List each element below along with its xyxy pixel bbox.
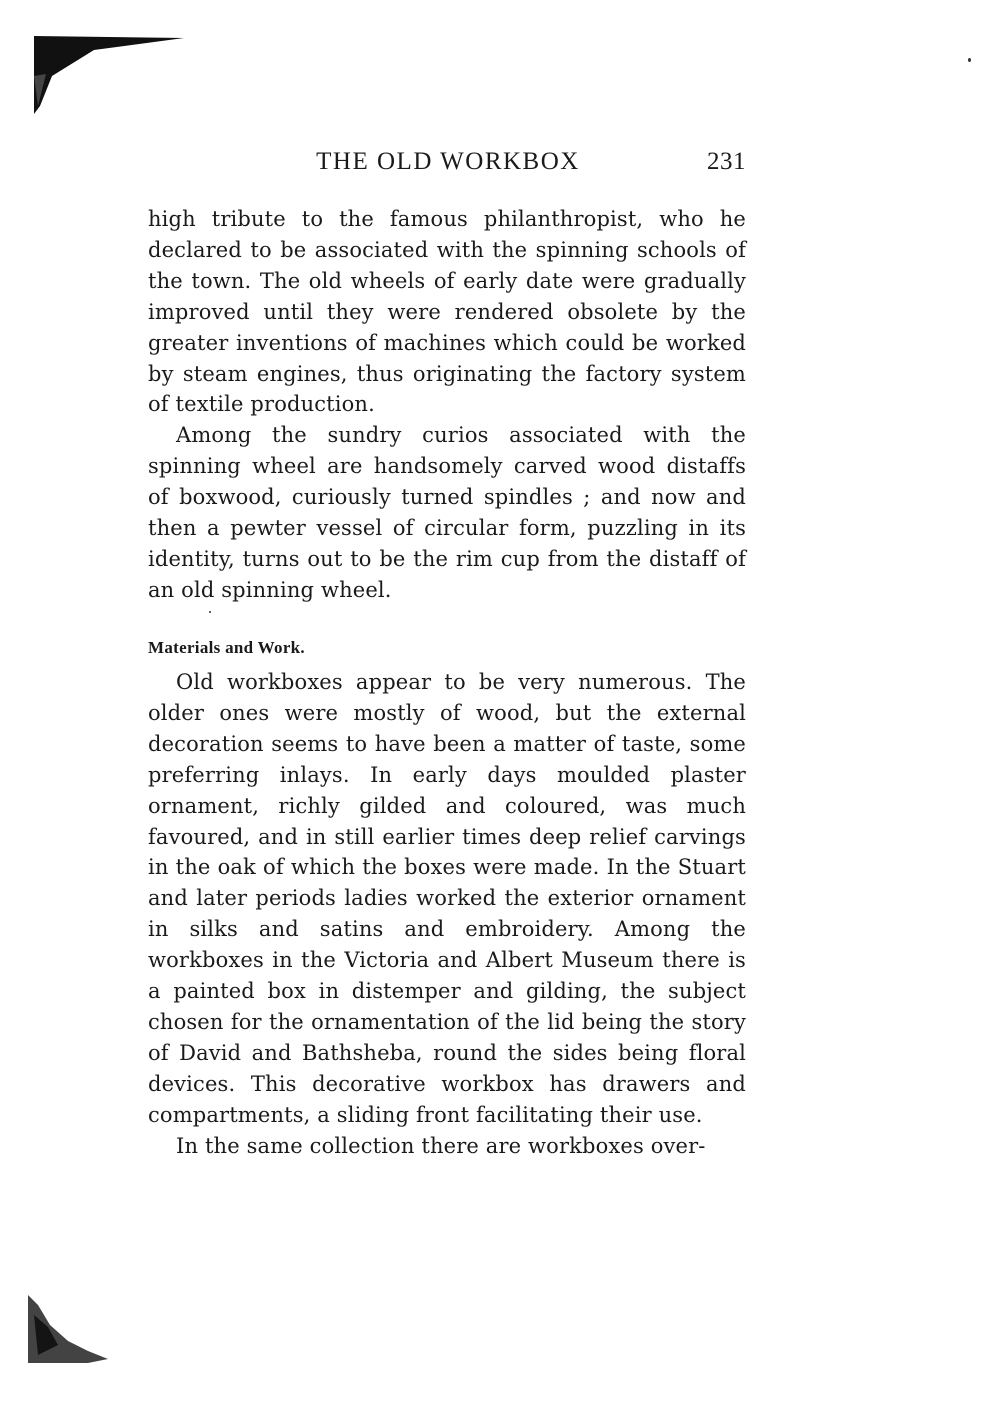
running-head [150, 148, 746, 184]
scan-speck [968, 58, 971, 62]
paragraph: Among the sundry curios associated with the spinning wheel are handsomely carved wood distaffs of boxwood, curiously turned spindles ; and now and then a pewter vessel of circular form, puzzling in its identity, turns out to be the rim cup from the distaff of an old spinning wheel. [148, 423, 746, 602]
scan-shadow-bottom [28, 1275, 118, 1365]
scan-speck [209, 611, 211, 613]
body-text-top [148, 204, 746, 606]
body-text-section [148, 667, 746, 1162]
section-heading: Materials and Work. [148, 638, 305, 657]
paragraph-continuation: high tribute to the famous philanthropist, who he declared to be associated with the spinning schools of the town. The old wheels of early date were gradually improved until they were rendered obsolete by the greater inventions of machines which could be worked by steam engines, thus originating the factory system of textile production. [148, 207, 746, 417]
paragraph: Old workboxes appear to be very numerous. The older ones were mostly of wood, but the external decoration seems to have been a matter of taste, some preferring inlays. In early days moulded plaster ornament, richly gilded and coloured, was much favoured, and in still earlier times deep relief carvings in the oak of which the boxes were made. In the Stuart and later periods ladies worked the exterior ornament in silks and satins and embroidery. Among the workboxes in the Victoria and Albert Museum there is a painted box in distemper and gilding, the subject chosen for the ornamentation of the lid being the story of David and Bathsheba, round the sides being floral devices. This decorative workbox has drawers and compartments, a sliding front facilitating their use. [148, 670, 746, 1127]
scan-shadow-top [34, 36, 184, 116]
paragraph: In the same collection there are workboxes over- [176, 1133, 706, 1158]
page-number: 231 [707, 148, 746, 175]
running-title: THE OLD WORKBOX [316, 148, 580, 175]
